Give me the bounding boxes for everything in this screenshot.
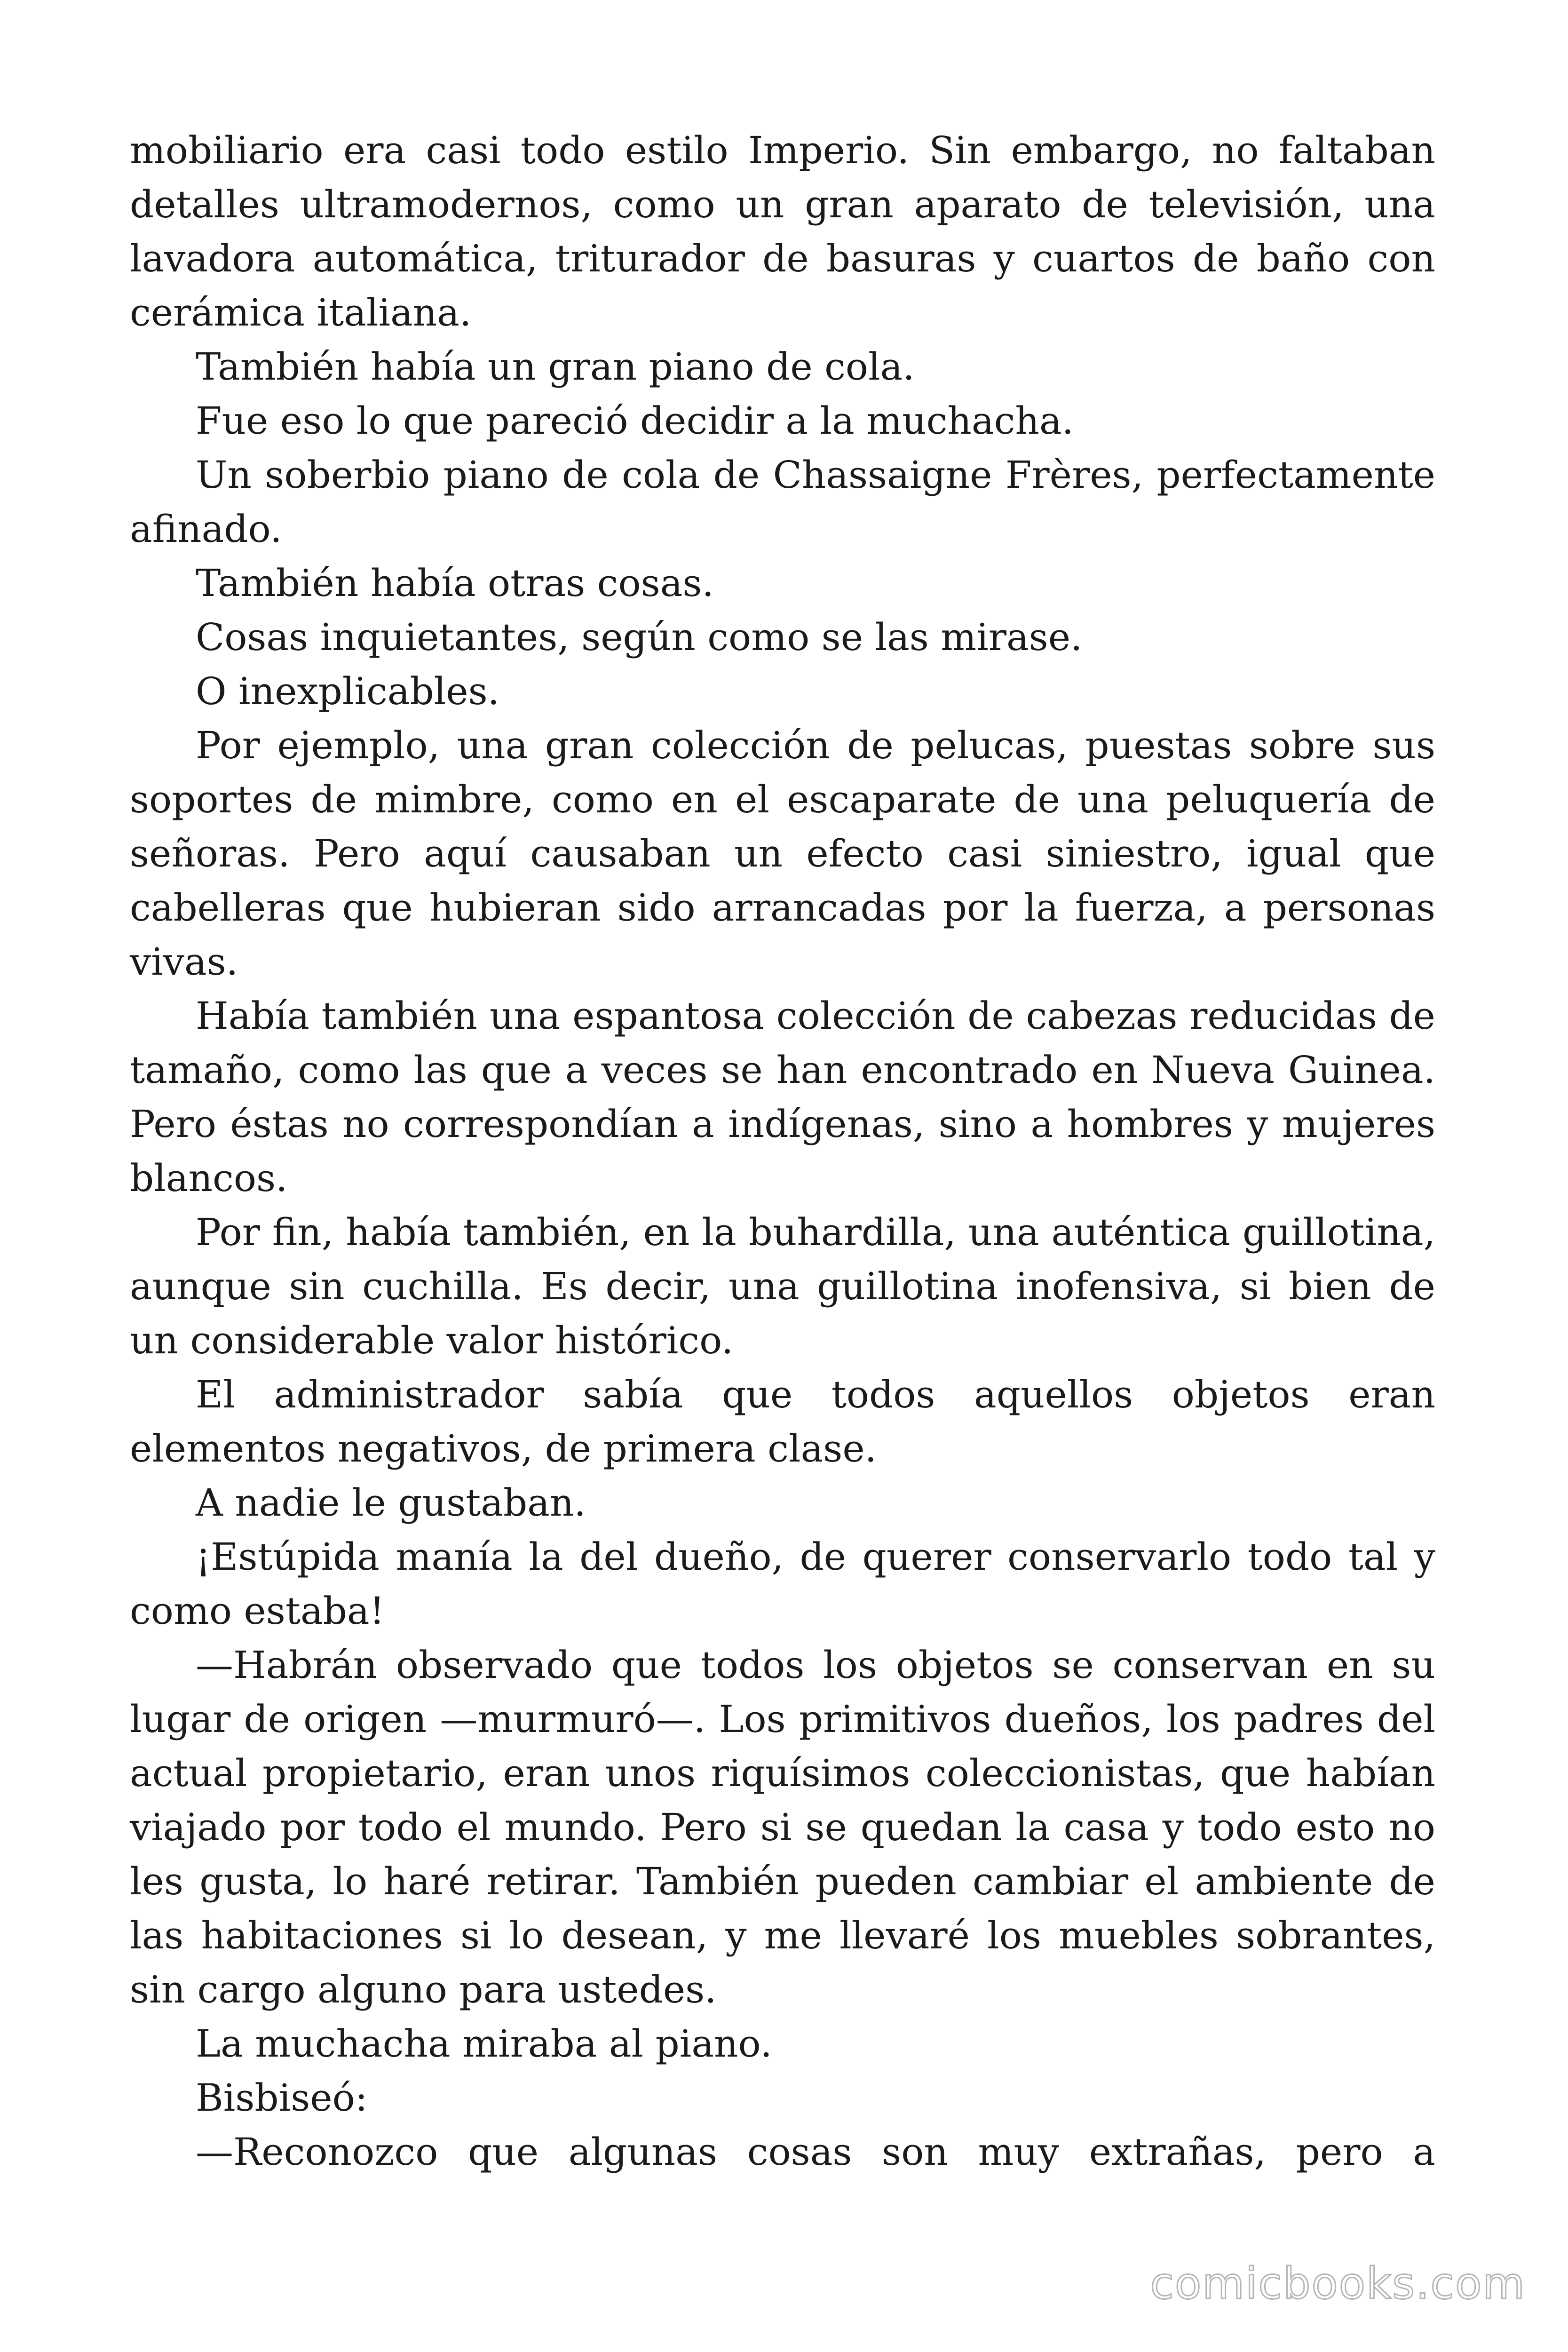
watermark: comicbooks.com — [1150, 2258, 1526, 2309]
paragraph: Por fin, había también, en la buhardilla, una auténtica guillotina, aunque sin cuchilla. Es decir, una guillotina inofensiva, si bien de un considerable valor histórico. — [130, 1210, 1435, 1362]
paragraph: Un soberbio piano de cola de Chassaigne Frères, perfectamente afinado. — [130, 453, 1435, 551]
paragraph: Cosas inquietantes, según como se las mirase. — [196, 615, 1083, 659]
page-text-body — [130, 123, 1435, 2179]
paragraph: También había un gran piano de cola. — [196, 345, 915, 389]
paragraph: ¡Estúpida manía la del dueño, de querer conservarlo todo tal y como estaba! — [130, 1535, 1435, 1633]
paragraph: mobiliario era casi todo estilo Imperio. Sin embargo, no faltaban detalles ultramodernos, como un gran aparato de televisión, una lavadora automática, triturador de basuras y cuartos de baño con cerámica italiana. — [130, 128, 1435, 334]
paragraph: A nadie le gustaban. — [196, 1481, 586, 1525]
paragraph: También había otras cosas. — [196, 561, 714, 605]
paragraph: O inexplicables. — [196, 669, 500, 713]
paragraph: Había también una espantosa colección de cabezas reducidas de tamaño, como las que a veces se han encontrado en Nueva Guinea. Pero éstas no correspondían a indígenas, sino a hombres y mujeres blancos. — [130, 994, 1435, 1200]
paragraph: Por ejemplo, una gran colección de pelucas, puestas sobre sus soportes de mimbre, como en el escaparate de una peluquería de señoras. Pero aquí causaban un efecto casi siniestro, igual que cabelleras que hubieran sido arrancadas por la fuerza, a personas vivas. — [130, 723, 1435, 984]
paragraph: Fue eso lo que pareció decidir a la muchacha. — [196, 399, 1074, 443]
paragraph: —Reconozco que algunas cosas son muy extrañas, pero a — [196, 2130, 1435, 2174]
paragraph: La muchacha miraba al piano. — [196, 2022, 772, 2066]
paragraph: —Habrán observado que todos los objetos se conservan en su lugar de origen —murmuró—. Los primitivos dueños, los padres del actual propietario, eran unos riquísimos coleccionistas, que habían viajado por todo el mundo. Pero si se quedan la casa y todo esto no les gusta, lo haré retirar. También pueden cambiar el ambiente de las habitaciones si lo desean, y me llevaré los muebles sobrantes, sin cargo alguno para ustedes. — [130, 1643, 1435, 2011]
paragraph: El administrador sabía que todos aquellos objetos eran elementos negativos, de primera clase. — [130, 1373, 1435, 1470]
paragraph: Bisbiseó: — [196, 2076, 368, 2120]
